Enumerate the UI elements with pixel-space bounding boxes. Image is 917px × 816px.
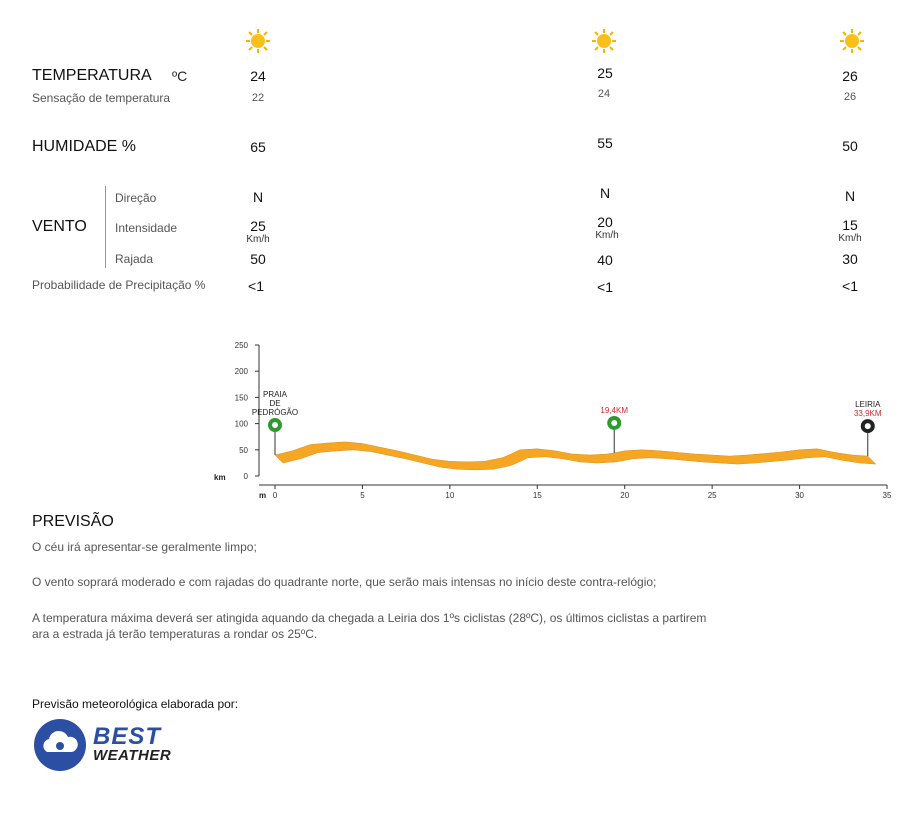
direction-value: N xyxy=(252,189,264,205)
brand-line1: BEST xyxy=(93,723,162,750)
marker-label: LEIRIA xyxy=(855,400,881,410)
gust-label: Rajada xyxy=(115,252,154,266)
marker-label: PEDRÓGÃO xyxy=(251,408,299,418)
feels-like-label: Sensação de temperatura xyxy=(32,91,171,105)
direction-value: N xyxy=(844,188,856,204)
temperature-label: TEMPERATURA xyxy=(32,67,152,84)
gust-value: 30 xyxy=(842,251,858,267)
humidity-value: 65 xyxy=(250,139,266,155)
marker-label: 19,4KM xyxy=(600,405,629,415)
x-tick-label: 15 xyxy=(532,491,542,500)
x-unit-label: km xyxy=(214,473,226,482)
precip-value: <1 xyxy=(597,279,613,295)
feels-value: 24 xyxy=(597,88,611,100)
feels-value: 22 xyxy=(251,92,265,104)
forecast-line: O céu irá apresentar-se geralmente limpo; xyxy=(32,540,257,554)
y-tick-label: 0 xyxy=(243,472,248,481)
direction-value: N xyxy=(599,185,611,201)
elevation-profile-chart xyxy=(210,335,900,500)
feels-value: 26 xyxy=(843,91,857,103)
forecast-line: O vento soprará moderado e com rajadas do quadrante norte, que serão mais intensas no início deste contra-relógio; xyxy=(32,575,657,589)
intensity-unit: Km/h xyxy=(246,234,270,245)
intensity-value: 25 xyxy=(250,218,266,234)
precip-label: Probabilidade de Precipitação % xyxy=(32,278,206,292)
humidity-value: 55 xyxy=(597,135,613,151)
forecast-line: A temperatura máxima deverá ser atingida aquando da chegada a Leiria dos 1ºs ciclistas (28ºC), os últimos ciclistas a partirem xyxy=(32,611,707,625)
x-tick-label: 5 xyxy=(360,491,365,500)
x-tick-label: 30 xyxy=(795,491,805,500)
elevation-band xyxy=(275,442,876,470)
marker-dot xyxy=(865,423,871,429)
precip-value: <1 xyxy=(248,278,264,294)
marker-dot xyxy=(272,422,278,428)
intensity-unit: Km/h xyxy=(838,233,862,244)
marker-label: 33,9KM xyxy=(853,409,882,419)
wind-label: VENTO xyxy=(32,218,87,235)
temp-value: 25 xyxy=(597,65,613,81)
x-tick-label: 25 xyxy=(707,491,717,500)
sun-icon xyxy=(246,29,270,53)
sun-icon xyxy=(840,29,864,53)
y-tick-label: 250 xyxy=(234,341,248,350)
direction-label: Direção xyxy=(115,191,157,205)
y-tick-label: 150 xyxy=(234,393,248,403)
temperature-unit: ºC xyxy=(172,68,188,84)
intensity-unit: Km/h xyxy=(595,230,619,241)
gust-value: 50 xyxy=(250,251,266,267)
gust-value: 40 xyxy=(597,252,613,268)
y-tick-label: 100 xyxy=(234,419,248,429)
x-tick-label: 35 xyxy=(882,491,892,500)
x-tick-label: 20 xyxy=(620,491,630,500)
humidity-label: HUMIDADE % xyxy=(32,138,137,155)
intensity-value: 15 xyxy=(842,217,858,233)
temp-value: 26 xyxy=(842,68,858,84)
x-tick-label: 10 xyxy=(445,491,455,500)
humidity-value: 50 xyxy=(842,138,858,154)
intensity-label: Intensidade xyxy=(115,221,178,235)
marker-label: DE xyxy=(269,399,281,409)
temp-value: 24 xyxy=(250,68,266,84)
x-tick-label: 0 xyxy=(272,491,278,500)
credit-label: Previsão meteorológica elaborada por: xyxy=(32,697,239,711)
forecast-line: ara a estrada já terão temperaturas a rondar os 25ºC. xyxy=(32,627,318,641)
y-tick-label: 50 xyxy=(239,445,248,455)
wind-divider xyxy=(105,186,106,268)
sun-icon xyxy=(592,29,616,53)
precip-value: <1 xyxy=(842,278,858,294)
marker-label: PRAIA xyxy=(262,390,288,400)
y-tick-label: 200 xyxy=(234,367,248,377)
bestweather-logo-icon xyxy=(33,718,87,772)
y-unit-label: m xyxy=(259,491,267,500)
forecast-title: PREVISÃO xyxy=(32,513,114,530)
brand-line2: WEATHER xyxy=(93,747,172,764)
marker-dot xyxy=(611,420,617,426)
intensity-value: 20 xyxy=(597,214,613,230)
